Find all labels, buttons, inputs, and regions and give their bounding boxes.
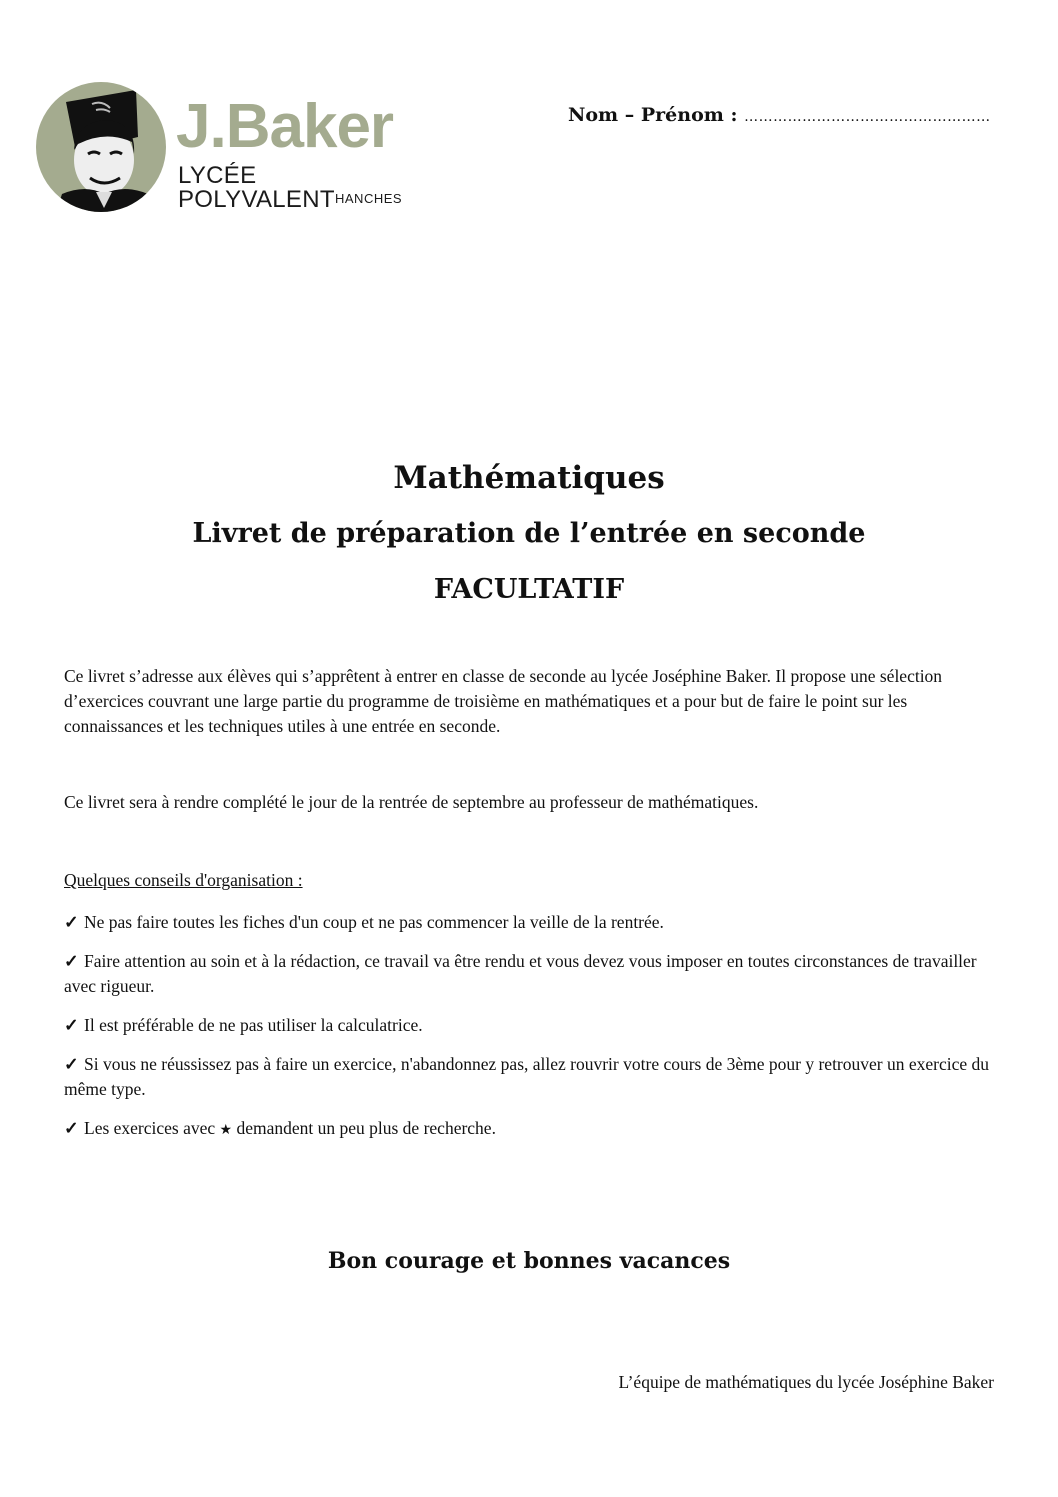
tip-text: Faire attention au soin et à la rédaction, ce travail va être rendu et vous devez vous imposer en toutes circonstances de travailler avec rigueur. bbox=[64, 951, 977, 996]
page-subtitle: Livret de préparation de l’entrée en seconde bbox=[192, 518, 866, 549]
tips-heading: Quelques conseils d'organisation : bbox=[64, 870, 303, 890]
list-item bbox=[64, 910, 994, 935]
tips-list bbox=[64, 910, 994, 1157]
star-icon: ★ bbox=[219, 1123, 233, 1138]
check-icon: ✓ bbox=[64, 951, 79, 971]
tip-text: Si vous ne réussissez pas à faire un exercice, n'abandonnez pas, allez rouvrir votre cours de 3ème pour y retrouver un exercice du même type. bbox=[64, 1054, 990, 1099]
deadline-paragraph: Ce livret sera à rendre complété le jour de la rentrée de septembre au professeur de mathématiques. bbox=[64, 792, 759, 812]
name-field[interactable] bbox=[568, 104, 991, 126]
logo-subtitle: LYCÉE POLYVALENT bbox=[178, 162, 335, 213]
list-item bbox=[64, 949, 994, 999]
tip-text: Il est préférable de ne pas utiliser la calculatrice. bbox=[84, 1015, 423, 1035]
intro-paragraph: Ce livret s’adresse aux élèves qui s’apprêtent à entrer en classe de seconde au lycée Joséphine Baker. Il propose une sélection d’exercices couvrant une large partie du programme de troisième en mathématiques et a pour but de faire le point sur les connaissances et les techniques utiles à une entrée en seconde. bbox=[64, 666, 943, 736]
logo-town: HANCHES bbox=[335, 191, 403, 206]
tip-text: demandent un peu plus de recherche. bbox=[236, 1118, 496, 1138]
portrait-emblem-icon bbox=[36, 82, 166, 212]
tip-text: Les exercices avec bbox=[84, 1118, 216, 1138]
check-icon: ✓ bbox=[64, 1054, 79, 1074]
signature: L’équipe de mathématiques du lycée Joséphine Baker bbox=[618, 1372, 994, 1392]
farewell-message: Bon courage et bonnes vacances bbox=[327, 1248, 731, 1274]
name-field-blank[interactable]: …………………………………………… bbox=[744, 109, 991, 125]
list-item bbox=[64, 1116, 994, 1143]
name-field-label: Nom – Prénom : bbox=[568, 104, 738, 126]
logo-name: J.Baker bbox=[176, 92, 394, 161]
optional-label: FACULTATIF bbox=[433, 574, 625, 605]
page-title: Mathématiques bbox=[393, 460, 665, 496]
list-item bbox=[64, 1052, 994, 1102]
list-item bbox=[64, 1013, 994, 1038]
check-icon: ✓ bbox=[64, 1118, 79, 1138]
check-icon: ✓ bbox=[64, 912, 79, 932]
tip-text: Ne pas faire toutes les fiches d'un coup et ne pas commencer la veille de la rentrée. bbox=[84, 912, 664, 932]
school-logo bbox=[36, 82, 403, 214]
check-icon: ✓ bbox=[64, 1015, 79, 1035]
